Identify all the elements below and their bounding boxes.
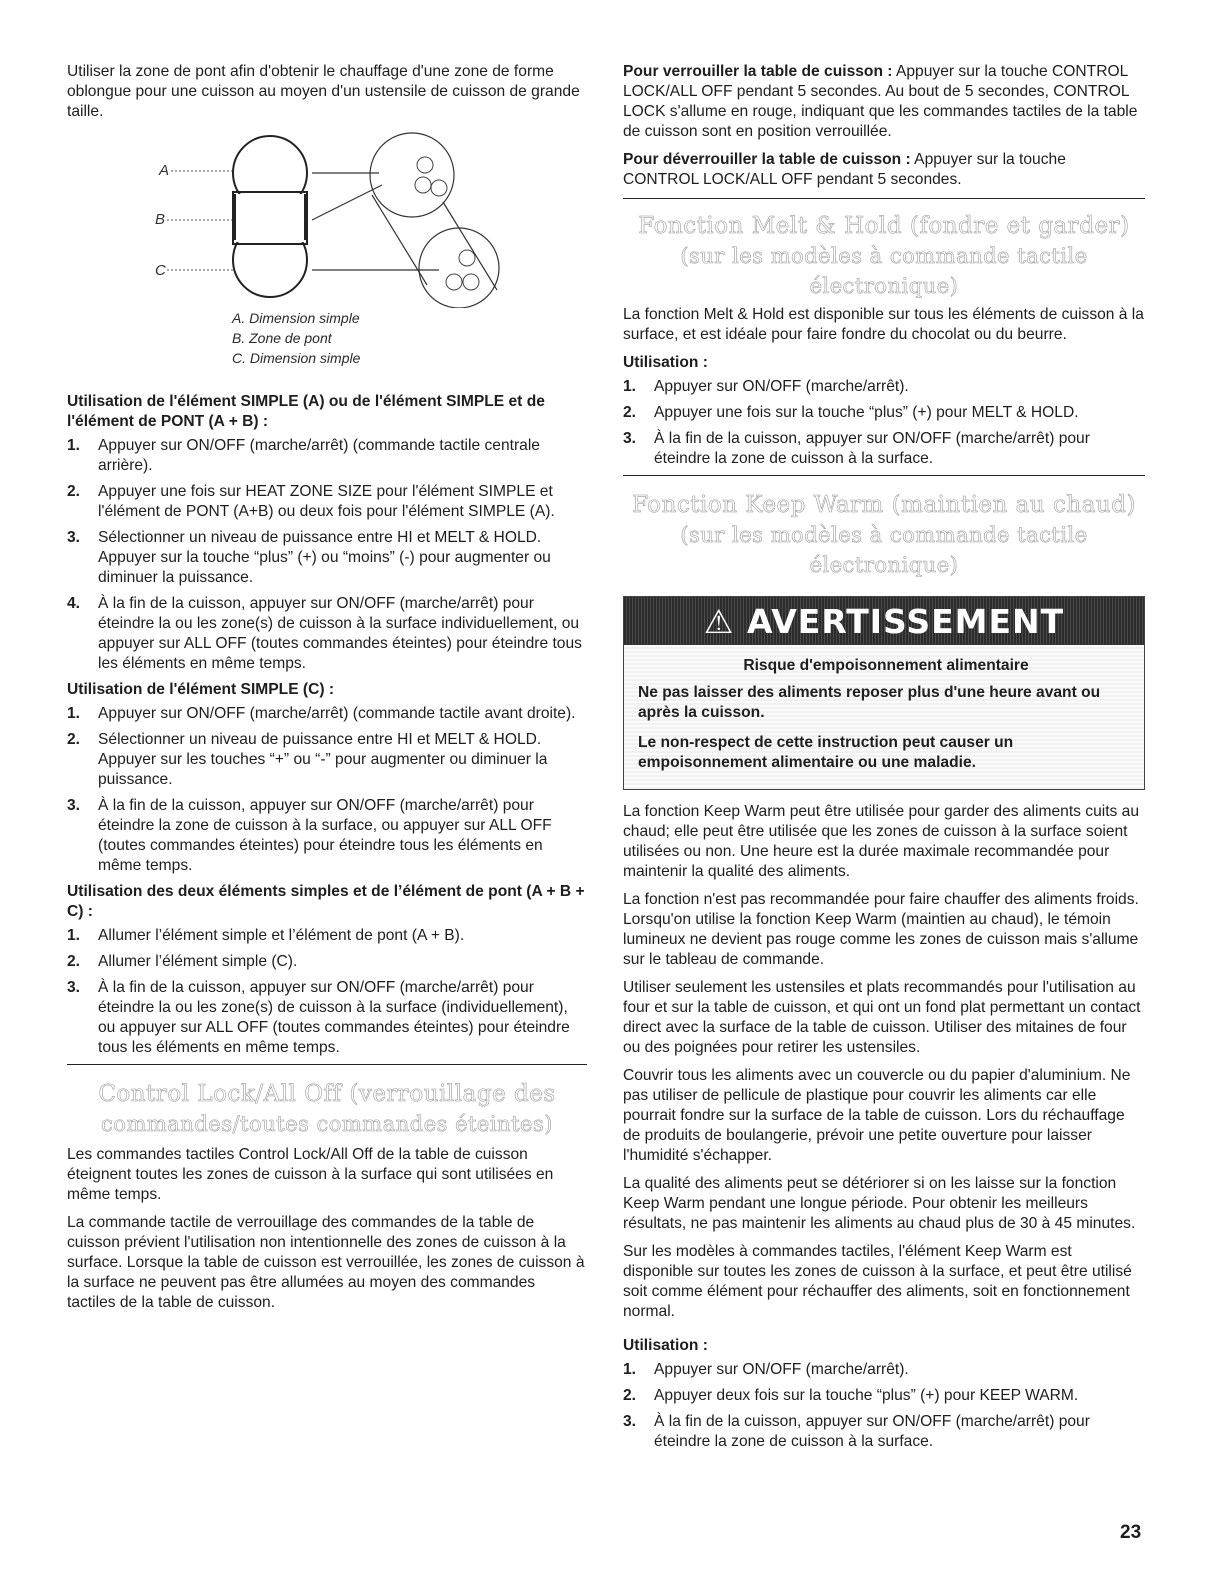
bridge-zone-figure bbox=[67, 130, 587, 392]
section3-steps bbox=[67, 926, 587, 1058]
list-item: 3. À la fin de la cuisson, appuyer sur ON/OFF (marche/arrêt) pour éteindre la ou les zone(s) de cuisson à la surface (individuellement), ou appuyer sur ALL OFF (toutes commandes éteintes) pour éteindre tous les éléments en même temps. bbox=[67, 979, 570, 1056]
warning-title: Risque d'empoisonnement alimentaire bbox=[743, 657, 1029, 674]
plus-touch-icon bbox=[415, 177, 431, 193]
figure-label-b: B bbox=[155, 211, 166, 228]
list-item: 2. Appuyer une fois sur HEAT ZONE SIZE pour l'élément SIMPLE et l'élément de PONT (A+B) ou deux fois pour l'élément SIMPLE (A). bbox=[67, 483, 555, 520]
left-column bbox=[67, 62, 587, 1321]
figure-captions bbox=[232, 308, 360, 368]
list-item: 1. Appuyer sur ON/OFF (marche/arrêt). bbox=[623, 1361, 909, 1378]
warning-line1: Ne pas laisser des aliments reposer plus d'une heure avant ou après la cuisson. bbox=[638, 684, 1101, 721]
melt-hold-usage-heading: Utilisation : bbox=[623, 354, 708, 371]
list-item: 4. À la fin de la cuisson, appuyer sur ON/OFF (marche/arrêt) pour éteindre la ou les zone(s) de cuisson à la surface individuellement, ou appuyer sur ALL OFF (toutes commandes éteintes) pour éteindre tous les éléments en même temps. bbox=[67, 595, 582, 672]
section3-heading: Utilisation des deux éléments simples et de l’élément de pont (A + B + C) : bbox=[67, 883, 585, 920]
list-item: 1. Appuyer sur ON/OFF (marche/arrêt) (commande tactile centrale arrière). bbox=[67, 437, 540, 474]
keep-warm-usage-heading: Utilisation : bbox=[623, 1337, 708, 1354]
list-item: 3. Sélectionner un niveau de puissance entre HI et MELT & HOLD. Appuyer sur la touche “plus” (+) ou “moins” (-) pour augmenter ou diminuer la puissance. bbox=[67, 529, 551, 586]
list-item: 1. Appuyer sur ON/OFF (marche/arrêt). bbox=[623, 378, 909, 395]
list-item: 2. Appuyer une fois sur la touche “plus” (+) pour MELT & HOLD. bbox=[623, 404, 1079, 421]
warning-box bbox=[623, 596, 1145, 790]
control-lock-p1: Les commandes tactiles Control Lock/All Off de la table de cuisson éteignent toutes les zones de cuisson à la surface qui sont utilisées en même temps. bbox=[67, 1146, 554, 1203]
melt-hold-desc: La fonction Melt & Hold est disponible sur tous les éléments de cuisson à la surface, et est idéale pour faire fondre du chocolat ou du beurre. bbox=[623, 306, 1144, 343]
control-dial-rear bbox=[370, 133, 454, 217]
right-column bbox=[623, 62, 1145, 1458]
keep-warm-p2: La fonction n'est pas recommandée pour faire chauffer des aliments froids. Lorsqu'on utilise la fonction Keep Warm (maintien au chaud), le témoin lumineux ne devient pas rouge comme les zones de cuisson mais s'allume sur le tableau de commande. bbox=[623, 891, 1139, 968]
bridge-zone-diagram bbox=[67, 130, 587, 308]
divider bbox=[623, 475, 1145, 476]
figure-label-c: C bbox=[155, 262, 166, 279]
list-item: 3. À la fin de la cuisson, appuyer sur ON/OFF (marche/arrêt) pour éteindre la zone de cuisson à la surface. bbox=[623, 1413, 1090, 1450]
warning-header: ⚠ AVERTISSEMENT bbox=[624, 597, 1144, 645]
caption-b: B. Zone de pont bbox=[232, 330, 332, 346]
unlock-paragraph: Pour déverrouiller la table de cuisson : Appuyer sur la touche CONTROL LOCK/ALL OFF pendant 5 secondes. bbox=[623, 151, 1066, 188]
control-lock-title: Control Lock/All Off (verrouillage des commandes/toutes commandes éteintes) bbox=[98, 1081, 556, 1136]
divider bbox=[67, 1064, 587, 1065]
keep-warm-p6: Sur les modèles à commandes tactiles, l'élément Keep Warm est disponible sur toutes les zones de cuisson à la surface, et peut être utilisé soit comme élément pour réchauffer des aliments, soit en fonctionnement normal. bbox=[623, 1243, 1132, 1320]
intro-paragraph: Utiliser la zone de pont afin d'obtenir le chauffage d'une zone de forme oblongue pour une cuisson au moyen d'un ustensile de cuisson de grande taille. bbox=[67, 63, 580, 120]
section1-heading: Utilisation de l'élément SIMPLE (A) ou de l'élément SIMPLE et de l'élément de PONT (A + B) : bbox=[67, 393, 545, 430]
warning-line2: Le non-respect de cette instruction peut causer un empoisonnement alimentaire ou une maladie. bbox=[638, 734, 1014, 771]
caption-c: C. Dimension simple bbox=[232, 350, 361, 366]
page-number: 23 bbox=[1120, 1522, 1142, 1543]
list-item: 1. Allumer l’élément simple et l’élément de pont (A + B). bbox=[67, 927, 465, 944]
list-item: 2. Sélectionner un niveau de puissance entre HI et MELT & HOLD. Appuyer sur les touches “+” ou “-” pour augmenter ou diminuer la puissance. bbox=[67, 731, 548, 788]
arrow-b bbox=[312, 185, 382, 220]
divider bbox=[623, 198, 1145, 199]
keep-warm-p4: Couvrir tous les aliments avec un couvercle ou du papier d'aluminium. Ne pas utiliser de pellicule de plastique pour couvrir les aliments car elle pourrait fondre sur la surface de la table de cuisson. Lors du réchauffage de produits de boulangerie, prévoir une petite ouverture pour laisser l'humidité s'échapper. bbox=[623, 1067, 1131, 1164]
figure-label-a: A bbox=[159, 162, 170, 179]
lock-paragraph: Pour verrouiller la table de cuisson : Appuyer sur la touche CONTROL LOCK/ALL OFF pendant 5 secondes. Au bout de 5 secondes, CONTROL LOCK s'allume en rouge, indiquant que les commandes tactiles de la table de cuisson sont en position verrouillée. bbox=[623, 63, 1138, 140]
keep-warm-p5: La qualité des aliments peut se détériorer si on les laisse sur la fonction Keep Warm pendant une longue période. Pour obtenir les meilleurs résultats, ne pas maintenir les aliments au chaud plus de 30 à 45 minutes. bbox=[623, 1175, 1136, 1232]
keep-warm-steps bbox=[623, 1360, 1145, 1452]
control-dial-front bbox=[419, 228, 499, 308]
section2-steps bbox=[67, 704, 587, 876]
section2-heading: Utilisation de l'élément SIMPLE (C) : bbox=[67, 681, 335, 698]
control-lock-p2: La commande tactile de verrouillage des commandes de la table de cuisson prévient l'utilisation non intentionnelle des zones de cuisson à la surface. Lorsque la table de cuisson est verrouillée, les zones de cuisson à la surface ne peuvent pas être allumées au moyen des commandes tactiles de la table de cuisson. bbox=[67, 1214, 585, 1311]
melt-hold-title: Fonction Melt & Hold (fondre et garder) (sur les modèles à commande tactile électronique) bbox=[638, 213, 1130, 298]
warning-triangle-icon: ⚠ bbox=[703, 602, 735, 641]
front-minus-icon-2 bbox=[463, 274, 479, 290]
keep-warm-title: Fonction Keep Warm (maintien au chaud) (sur les modèles à commande tactile électronique) bbox=[632, 492, 1136, 577]
minus-touch-icon bbox=[417, 157, 433, 173]
list-item: 3. À la fin de la cuisson, appuyer sur ON/OFF (marche/arrêt) pour éteindre la zone de cuisson à la surface, ou appuyer sur ALL OFF (toutes commandes éteintes) pour éteindre tous les éléments en même temps. bbox=[67, 797, 552, 874]
list-item: 3. À la fin de la cuisson, appuyer sur ON/OFF (marche/arrêt) pour éteindre la zone de cuisson à la surface. bbox=[623, 430, 1090, 467]
melt-hold-steps bbox=[623, 377, 1145, 469]
front-plus-icon bbox=[446, 274, 462, 290]
list-item: 2. Appuyer deux fois sur la touche “plus” (+) pour KEEP WARM. bbox=[623, 1387, 1079, 1404]
minus-touch-icon-2 bbox=[431, 180, 447, 196]
caption-a: A. Dimension simple bbox=[232, 310, 360, 326]
list-item: 1. Appuyer sur ON/OFF (marche/arrêt) (commande tactile avant droite). bbox=[67, 705, 576, 722]
keep-warm-p1: La fonction Keep Warm peut être utilisée pour garder des aliments cuits au chaud; elle peut être utilisée que les zones de cuisson à la surface soient utilisées ou non. Une heure est la durée maximale recommandée pour maintenir la qualité des aliments. bbox=[623, 803, 1140, 880]
keep-warm-p3: Utiliser seulement les ustensiles et plats recommandés pour l'utilisation au four et sur la table de cuisson, et qui ont un fond plat permettant un contact direct avec la surface de la table de cuisson. Utiliser des mitaines de four ou des poignées pour retirer les ustensiles. bbox=[623, 979, 1141, 1056]
section1-steps bbox=[67, 436, 587, 674]
front-minus-icon bbox=[459, 250, 475, 266]
list-item: 2. Allumer l’élément simple (C). bbox=[67, 953, 298, 970]
